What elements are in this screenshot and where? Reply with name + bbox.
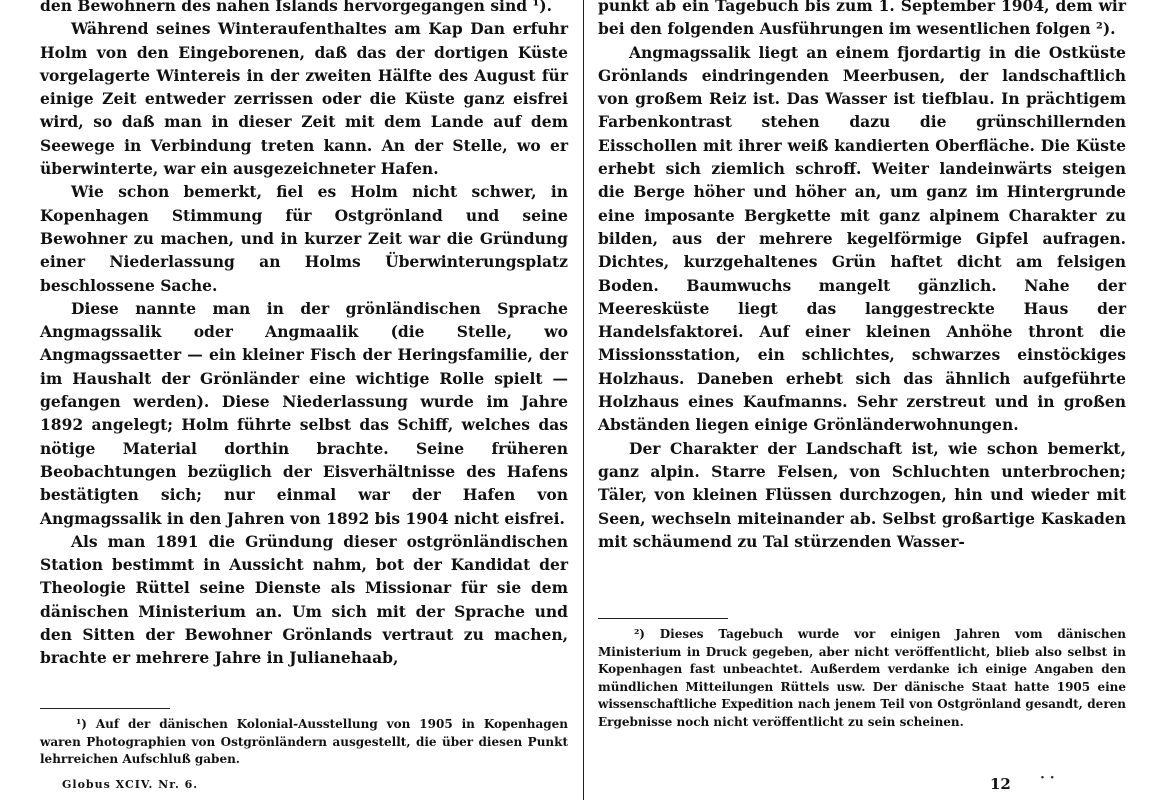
right-paragraph-2: Angmagssalik liegt an einem fjordartig in die Ostküste Grönlands eindringenden Meerbusen, der landschaftlich von großem Reiz ist. Das Wasser ist tiefblau. In prächtigem Farbenkontrast stehen dazu die grünschillernden Eisschollen mit ihrer weiß kandierten Oberfläche. Die Küste erhebt sich ziemlich schroff. Weiter landeinwärts steigen die Berge höher und höher an, um ganz im Hintergrunde eine imposante Bergkette mit ganz alpinem Charakter zu bilden, aus der mehrere kegelförmige Gipfel aufragen. Dichtes, kurzgehaltenes Grün haftet dicht am felsigen Boden. Baumwuchs mangelt gänzlich. Nahe der Meeresküste liegt das langgestreckte Haus der Handelsfaktorei. Auf einer kleinen Anhöhe thront die Missionsstation, ein schlichtes, schwarzes einstöckiges Holzhaus. Daneben erhebt sich das ähnlich aufgeführte Holzhaus eines Kaufmanns. Sehr zerstreut und in großen Abständen liegen einige Grönländerwohnungen. (598, 42, 1126, 435)
right-footnote-text: ²) Dieses Tagebuch wurde vor einigen Jahren vom dänischen Ministerium in Druck gegeben, aber nicht veröffentlicht, blieb also selbst in Kopenhagen fast unbeachtet. Außerdem verdanke ich einige Angaben den mündlichen Mitteilungen Rüttels usw. Der dänische Staat hatte 1905 eine wissenschaftliche Expedition nach jenem Teil von Ostgrönland gesandt, deren Ergebnisse noch nicht veröffentlicht zu sein scheinen. (598, 627, 1126, 729)
column-divider (583, 0, 584, 800)
left-column (40, 0, 568, 670)
print-signature: Globus XCIV. Nr. 6. (62, 778, 199, 791)
right-paragraph-3: Der Charakter der Landschaft ist, wie schon bemerkt, ganz alpin. Starre Felsen, von Schluchten unterbrochen; Täler, von kleinen Flüssen durchzogen, hin und wieder mit Seen, wechseln miteinander ab. Selbst großartige Kaskaden mit schäumend zu Tal stürzenden Wasser- (598, 438, 1126, 551)
left-footnote-rule (40, 708, 170, 709)
page-dots: · · (1040, 770, 1055, 786)
right-footnote-rule (598, 618, 728, 619)
left-footnote (40, 716, 568, 769)
page-number: 12 (990, 775, 1011, 793)
right-column (598, 0, 1126, 553)
left-paragraph-2: Während seines Winteraufenthaltes am Kap Dan erfuhr Holm von den Eingeborenen, daß das der dortigen Küste vorgelagerte Wintereis in der zweiten Hälfte des August für einige Zeit entweder zerrissen oder die Küste ganz eisfrei wird, so daß man in dieser Zeit mit dem Lande auf dem Seewege in Verbindung treten kann. An der Stelle, wo er überwinterte, war ein ausgezeichneter Hafen. (40, 19, 568, 179)
left-paragraph-3: Wie schon bemerkt, fiel es Holm nicht schwer, in Kopenhagen Stimmung für Ostgrönland und seine Bewohner zu machen, und in kurzer Zeit war die Gründung einer Niederlassung an Holms Überwinterungsplatz beschlossene Sache. (40, 182, 568, 295)
left-paragraph-1: den Bewohnern des nahen Islands hervorgegangen sind ¹). (40, 0, 552, 15)
right-footnote (598, 626, 1126, 731)
right-paragraph-1: punkt ab ein Tagebuch bis zum 1. September 1904, dem wir bei den folgenden Ausführungen im wesentlichen folgen ²). (598, 0, 1126, 39)
left-paragraph-5: Als man 1891 die Gründung dieser ostgrönländischen Station bestimmt in Aussicht nahm, bot der Kandidat der Theologie Rüttel seine Dienste als Missionar für sie dem dänischen Ministerium an. Um sich mit der Sprache und den Sitten der Bewohner Grönlands vertraut zu machen, brachte er mehrere Jahre in Julianehaab, (40, 531, 568, 668)
left-paragraph-4: Diese nannte man in der grönländischen Sprache Angmagssalik oder Angmaalik (die Stelle, wo Angmagssaetter — ein kleiner Fisch der Heringsfamilie, der im Haushalt der Grönländer eine wichtige Rolle spielt — gefangen werden). Diese Niederlassung wurde im Jahre 1892 angelegt; Holm führte selbst das Schiff, welches das nötige Material dorthin brachte. Seine früheren Beobachtungen bezüglich der Eisverhältnisse des Hafens bestätigten sich; nur einmal war der Hafen von Angmagssalik in den Jahren von 1892 bis 1904 nicht eisfrei. (40, 298, 568, 528)
left-footnote-text: ¹) Auf der dänischen Kolonial-Ausstellung von 1905 in Kopenhagen waren Photographien von Ostgrönländern ausgestellt, die über diesen Punkt lehrreichen Aufschluß gaben. (40, 717, 568, 766)
